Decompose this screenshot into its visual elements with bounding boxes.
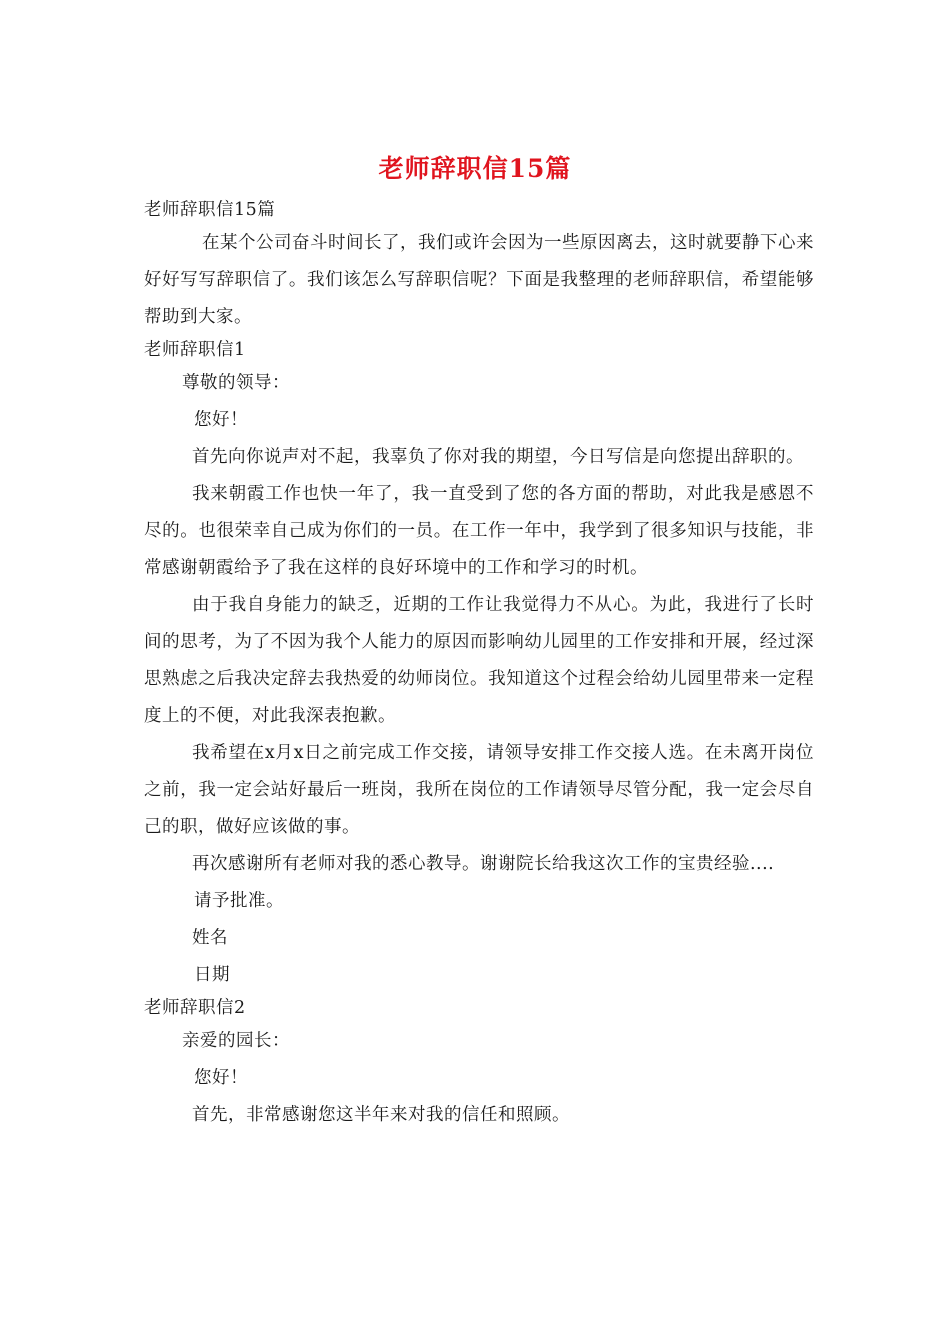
letter2-paragraph-1: 首先，非常感谢您这半年来对我的信任和照顾。: [192, 1105, 570, 1125]
letter1-closing: 请予批准。: [194, 891, 284, 911]
document-body: [144, 196, 814, 1134]
letter1-salutation: 尊敬的领导：: [182, 373, 290, 393]
letter1-paragraph-3: 由于我自身能力的缺乏，近期的工作让我觉得力不从心。为此，我进行了长时间的思考，为了不因为我个人能力的原因而影响幼儿园里的工作安排和开展，经过深思熟虑之后我决定辞去我热爱的幼师岗位。我知道这个过程会给幼儿园里带来一定程度上的不便，对此我深表抱歉。: [144, 595, 814, 726]
letter2-salutation: 亲爱的园长：: [182, 1031, 290, 1051]
letter1-paragraph-5: 再次感谢所有老师对我的悉心教导。谢谢院长给我这次工作的宝贵经验....: [192, 854, 775, 874]
letter2-heading: 老师辞职信2: [144, 998, 246, 1018]
letter1-greeting: 您好！: [194, 410, 248, 430]
letter1-paragraph-2: 我来朝霞工作也快一年了，我一直受到了您的各方面的帮助，对此我是感恩不尽的。也很荣幸自己成为你们的一员。在工作一年中，我学到了很多知识与技能，非常感谢朝霞给予了我在这样的良好环境中的工作和学习的时机。: [144, 484, 814, 578]
letter1-signature-date: 日期: [194, 965, 230, 985]
letter1-signature-name: 姓名: [192, 928, 228, 948]
intro-paragraph: 在某个公司奋斗时间长了，我们或许会因为一些原因离去，这时就要静下心来好好写写辞职信了。我们该怎么写辞职信呢？下面是我整理的老师辞职信，希望能够帮助到大家。: [144, 233, 814, 327]
letter2-greeting: 您好！: [194, 1068, 248, 1088]
letter1-paragraph-4: 我希望在x月x日之前完成工作交接，请领导安排工作交接人选。在未离开岗位之前，我一定会站好最后一班岗，我所在岗位的工作请领导尽管分配，我一定会尽自己的职，做好应该做的事。: [144, 743, 814, 837]
subtitle: 老师辞职信15篇: [144, 200, 276, 220]
letter1-heading: 老师辞职信1: [144, 340, 246, 360]
letter1-paragraph-1: 首先向你说声对不起，我辜负了你对我的期望，今日写信是向您提出辞职的。: [192, 447, 804, 467]
document-title: 老师辞职信15篇: [378, 154, 572, 183]
